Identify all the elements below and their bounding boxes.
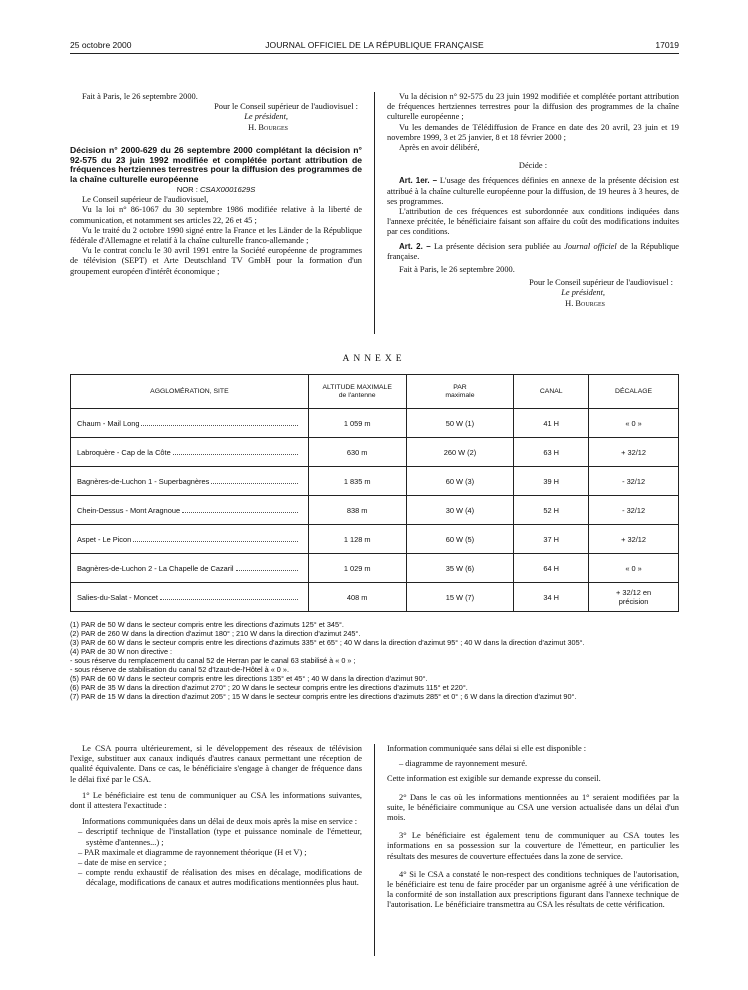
paragraph: Vu les demandes de Télédiffusion de France en date des 20 avril, 23 juin et 19 novembre 1999, 3 et 25 janvier, 8 et 18 février 2000 ;: [387, 122, 679, 142]
decalage-cell: [589, 409, 679, 438]
done-at: Fait à Paris, le 26 septembre 2000.: [82, 92, 198, 101]
table-row: [71, 496, 679, 525]
canal-cell: 52 H: [514, 496, 589, 525]
paragraph: Cette information est exigible sur demande expresse du conseil.: [387, 774, 601, 784]
nor-reference: [70, 185, 362, 195]
canal-cell: 39 H: [514, 467, 589, 496]
table-row: [71, 438, 679, 467]
page-header: [70, 40, 679, 54]
table-note: (5) PAR de 60 W dans le secteur compris entre les directions 135° et 45° ; 40 W dans la direction d'azimut 90°.: [70, 674, 428, 683]
decision-title: Décision n° 2000-629 du 26 septembre 2000 complétant la décision n° 92-575 du 23 juin 1992 modifiée et complétée portant attribution de fréquences hertziennes terrestres pour la diffusion des programmes de la chaîne culturelle européenne: [70, 144, 362, 185]
left-column-bottom: [70, 744, 362, 889]
header-decalage: DÉCALAGE: [589, 375, 679, 409]
article-2-journal: Journal officiel: [564, 241, 617, 251]
altitude-cell: 1 128 m: [308, 525, 406, 554]
decalage-value: + 32/12 en: [616, 588, 652, 597]
nor-code: CSAX0001629S: [199, 185, 256, 194]
table-row: [71, 409, 679, 438]
site-name: Labroquère - Cap de la Côte: [77, 447, 171, 457]
decalage-note: précision: [618, 597, 649, 606]
paragraph: Le Conseil supérieur de l'audiovisuel,: [82, 195, 209, 205]
column-divider-bottom: [374, 744, 375, 956]
altitude-cell: 408 m: [308, 583, 406, 612]
right-column-top: [387, 92, 679, 309]
table-note: (1) PAR de 50 W dans le secteur compris entre les directions d'azimuts 125° et 345°.: [70, 620, 344, 629]
table-row: [71, 583, 679, 612]
site-name: Chaum - Mail Long: [77, 418, 140, 428]
list-item: – descriptif technique de l'installation (type et puissance nominale de l'émetteur, système d'antennes...) ;: [78, 827, 362, 847]
annexe-title: ANNEXE: [342, 354, 406, 364]
article-2: [387, 242, 679, 262]
altitude-cell: 1 029 m: [308, 554, 406, 583]
table-row: [71, 525, 679, 554]
table-note: (2) PAR de 260 W dans la direction d'azimut 180° ; 210 W dans la direction d'azimut 245°.: [70, 629, 361, 638]
right-column-bottom: [387, 744, 679, 911]
canal-cell: 63 H: [514, 438, 589, 467]
left-column-top: [70, 92, 362, 277]
table-note: (4) PAR de 30 W non directive :: [70, 647, 173, 656]
paragraph: Vu le traité du 2 octobre 1990 signé entre la France et les Länder de la République fédérale d'Allemagne et relatif à la chaîne culturelle franco-allemande ;: [70, 225, 362, 246]
par-cell: 60 W (5): [406, 525, 514, 554]
paragraph: 4° Si le CSA a constaté le non-respect des conditions techniques de l'autorisation, le bénéficiaire est tenu de faire procéder par un organisme agréé à une vérification de la conformité de son installation aux prescriptions figurant dans l'annexe technique de l'autorisation. Le bénéficiaire transmettra au CSA les résultats de cette vérification.: [387, 869, 679, 910]
decalage-cell: [589, 496, 679, 525]
decalage-cell: [589, 467, 679, 496]
paragraph: Après en avoir délibéré,: [399, 143, 480, 153]
table-notes: [70, 620, 679, 701]
article-1: [387, 176, 679, 207]
dot-leader: [133, 541, 298, 542]
header-par-line2: maximale: [445, 391, 475, 399]
article-2-text: La présente décision sera publiée au: [433, 241, 565, 251]
canal-cell: 34 H: [514, 583, 589, 612]
site-cell: [71, 554, 309, 583]
site-name: Salies-du-Salat - Moncet: [77, 592, 158, 602]
list-item: – PAR maximale et diagramme de rayonnement théorique (H et V) ;: [78, 847, 307, 857]
dot-leader: [141, 425, 298, 426]
signature-for: Pour le Conseil supérieur de l'audiovisuel :: [214, 102, 358, 112]
article-1-text: L'usage des fréquences définies en annexe de la présente décision est attribué à la chaîne culturelle européenne pour la diffusion, de 19 heures à 3 heures, de ses programmes.: [387, 176, 680, 206]
paragraph: Information communiquée sans délai si elle est disponible :: [387, 744, 587, 753]
site-cell: [71, 409, 309, 438]
decide-heading: Décide :: [518, 161, 548, 171]
table-header-row: [71, 375, 679, 409]
dot-leader: [182, 512, 298, 513]
page-number: 17019: [655, 40, 679, 50]
signature-name: H. Bourges: [565, 298, 605, 308]
decalage-value: « 0 »: [625, 563, 642, 573]
done-at: Fait à Paris, le 26 septembre 2000.: [399, 265, 515, 275]
par-cell: 260 W (2): [406, 438, 514, 467]
site-name: Aspet - Le Picon: [77, 534, 132, 544]
article-1-label: Art. 1er. –: [399, 176, 438, 186]
journal-title: JOURNAL OFFICIEL DE LA RÉPUBLIQUE FRANÇAISE: [265, 40, 484, 50]
header-altitude-line2: de l'antenne: [338, 391, 376, 399]
list-item: – date de mise en service ;: [78, 858, 167, 868]
canal-cell: 37 H: [514, 525, 589, 554]
decalage-value: + 32/12: [621, 447, 646, 457]
decalage-cell: [589, 583, 679, 612]
canal-cell: 64 H: [514, 554, 589, 583]
dot-leader: [173, 454, 298, 455]
dot-leader: [211, 483, 298, 484]
article-2-text-end: de la République française.: [387, 241, 680, 261]
dot-leader: [160, 599, 298, 600]
signature-title: Le président,: [244, 112, 288, 122]
paragraph: Informations communiquées dans un délai de deux mois après la mise en service :: [82, 817, 358, 827]
site-cell: [71, 583, 309, 612]
signature-title: Le président,: [561, 288, 605, 298]
paragraph: 1° Le bénéficiaire est tenu de communiquer au CSA les informations suivantes, dont il attestera l'exactitude :: [70, 790, 362, 811]
header-par: [406, 375, 514, 409]
table-row: [71, 467, 679, 496]
paragraph: Vu la loi n° 86-1067 du 30 septembre 1986 modifiée relative à la liberté de communication, et notamment ses articles 22, 26 et 45 ;: [70, 205, 362, 225]
column-divider-top: [374, 92, 375, 334]
table-note: - sous réserve du remplacement du canal 52 de Herran par le canal 63 stabilisé à « 0 » ;: [70, 656, 356, 665]
decalage-cell: [589, 438, 679, 467]
canal-cell: 41 H: [514, 409, 589, 438]
altitude-cell: 1 835 m: [308, 467, 406, 496]
table-note: (7) PAR de 15 W dans la direction d'azimut 205° ; 15 W dans le secteur compris entre les directions d'azimuts 285° et 0° ; 6 W dans la direction d'azimut 90°.: [70, 692, 577, 701]
site-cell: [71, 438, 309, 467]
decalage-value: « 0 »: [625, 418, 642, 428]
table-note: - sous réserve de stabilisation du canal 52 d'Izaut-de-l'Hôtel à « 0 ».: [70, 665, 289, 674]
table-row: [71, 554, 679, 583]
header-canal: CANAL: [514, 375, 589, 409]
table-note: (6) PAR de 35 W dans la direction d'azimut 270° ; 20 W dans le secteur compris entre les directions d'azimuts 115° et 220°.: [70, 683, 468, 692]
site-name: Chein-Dessus - Mont Aragnoue: [77, 505, 181, 515]
paragraph: 3° Le bénéficiaire est également tenu de communiquer au CSA toutes les informations en sa possession sur la couverture de l'émetteur, en particulier les résultats des mesures de couverture effectuées dans la zone de service.: [387, 831, 679, 861]
site-cell: [71, 525, 309, 554]
list-item: – compte rendu exhaustif de réalisation des mises en décalage, modifications de décalage, modifications de canaux et autres modifications mentionnées plus haut.: [78, 868, 362, 888]
article-2-label: Art. 2. –: [399, 241, 431, 251]
paragraph: Le CSA pourra ultérieurement, si le développement des réseaux de télévision l'exige, substituer aux canaux indiqués d'autres canaux permettant une réception de qualité équivalente. Dans ce cas, le bénéficiaire s'engage à changer de fréquence dans le délai fixé par le CSA.: [70, 744, 362, 784]
paragraph: Vu la décision n° 92-575 du 23 juin 1992 modifiée et complétée portant attribution de fréquences hertziennes terrestres pour la diffusion des programmes de la chaîne culturelle européenne ;: [387, 92, 679, 122]
decalage-cell: [589, 525, 679, 554]
altitude-cell: 1 059 m: [308, 409, 406, 438]
altitude-cell: 630 m: [308, 438, 406, 467]
paragraph: 2° Dans le cas où les informations mentionnées au 1° seraient modifiées par la suite, le bénéficiaire communique au CSA une version actualisée dans un délai d'un mois.: [387, 792, 679, 823]
issue-date: 25 octobre 2000: [70, 40, 132, 50]
par-cell: 60 W (3): [406, 467, 514, 496]
par-cell: 35 W (6): [406, 554, 514, 583]
decalage-value: - 32/12: [622, 476, 646, 486]
paragraph: Vu le contrat conclu le 30 avril 1991 entre la Société européenne de programmes de télévision (SEPT) et Arte Deutschland TV GmbH pour la formation d'un groupement européen d'intérêt économique ;: [70, 246, 362, 276]
decalage-value: - 32/12: [622, 505, 646, 515]
table-note: (3) PAR de 60 W dans le secteur compris entre les directions d'azimuts 335° et 65° ; 40 W dans la direction d'azimut 95° ; 40 W dans la direction d'azimut 305°.: [70, 638, 585, 647]
site-cell: [71, 496, 309, 525]
site-cell: [71, 467, 309, 496]
par-cell: 30 W (4): [406, 496, 514, 525]
header-par-line1: PAR: [453, 383, 467, 391]
nor-label: NOR :: [176, 185, 198, 194]
par-cell: 15 W (7): [406, 583, 514, 612]
site-name: Bagnères-de-Luchon 1 - Superbagnères: [77, 476, 210, 486]
decalage-cell: [589, 554, 679, 583]
frequency-table: [70, 374, 679, 612]
signature-name: H. Bourges: [248, 122, 288, 132]
dot-leader: [236, 570, 298, 571]
altitude-cell: 838 m: [308, 496, 406, 525]
site-name: Bagnères-de-Luchon 2 - La Chapelle de Cazaril: [77, 563, 234, 573]
list-item: – diagramme de rayonnement mesuré.: [399, 759, 528, 769]
header-altitude: [308, 375, 406, 409]
header-altitude-line1: ALTITUDE MAXIMALE: [322, 383, 392, 391]
decalage-value: + 32/12: [621, 534, 646, 544]
article-1-text-2: L'attribution de ces fréquences est subordonnée aux conditions indiquées dans l'annexe précitée, le bénéficiaire faisant son affaire du coût des modifications induites par ces conditions.: [387, 207, 679, 237]
par-cell: 50 W (1): [406, 409, 514, 438]
signature-for: Pour le Conseil supérieur de l'audiovisuel :: [529, 278, 673, 288]
header-site: AGGLOMÉRATION, SITE: [71, 375, 309, 409]
